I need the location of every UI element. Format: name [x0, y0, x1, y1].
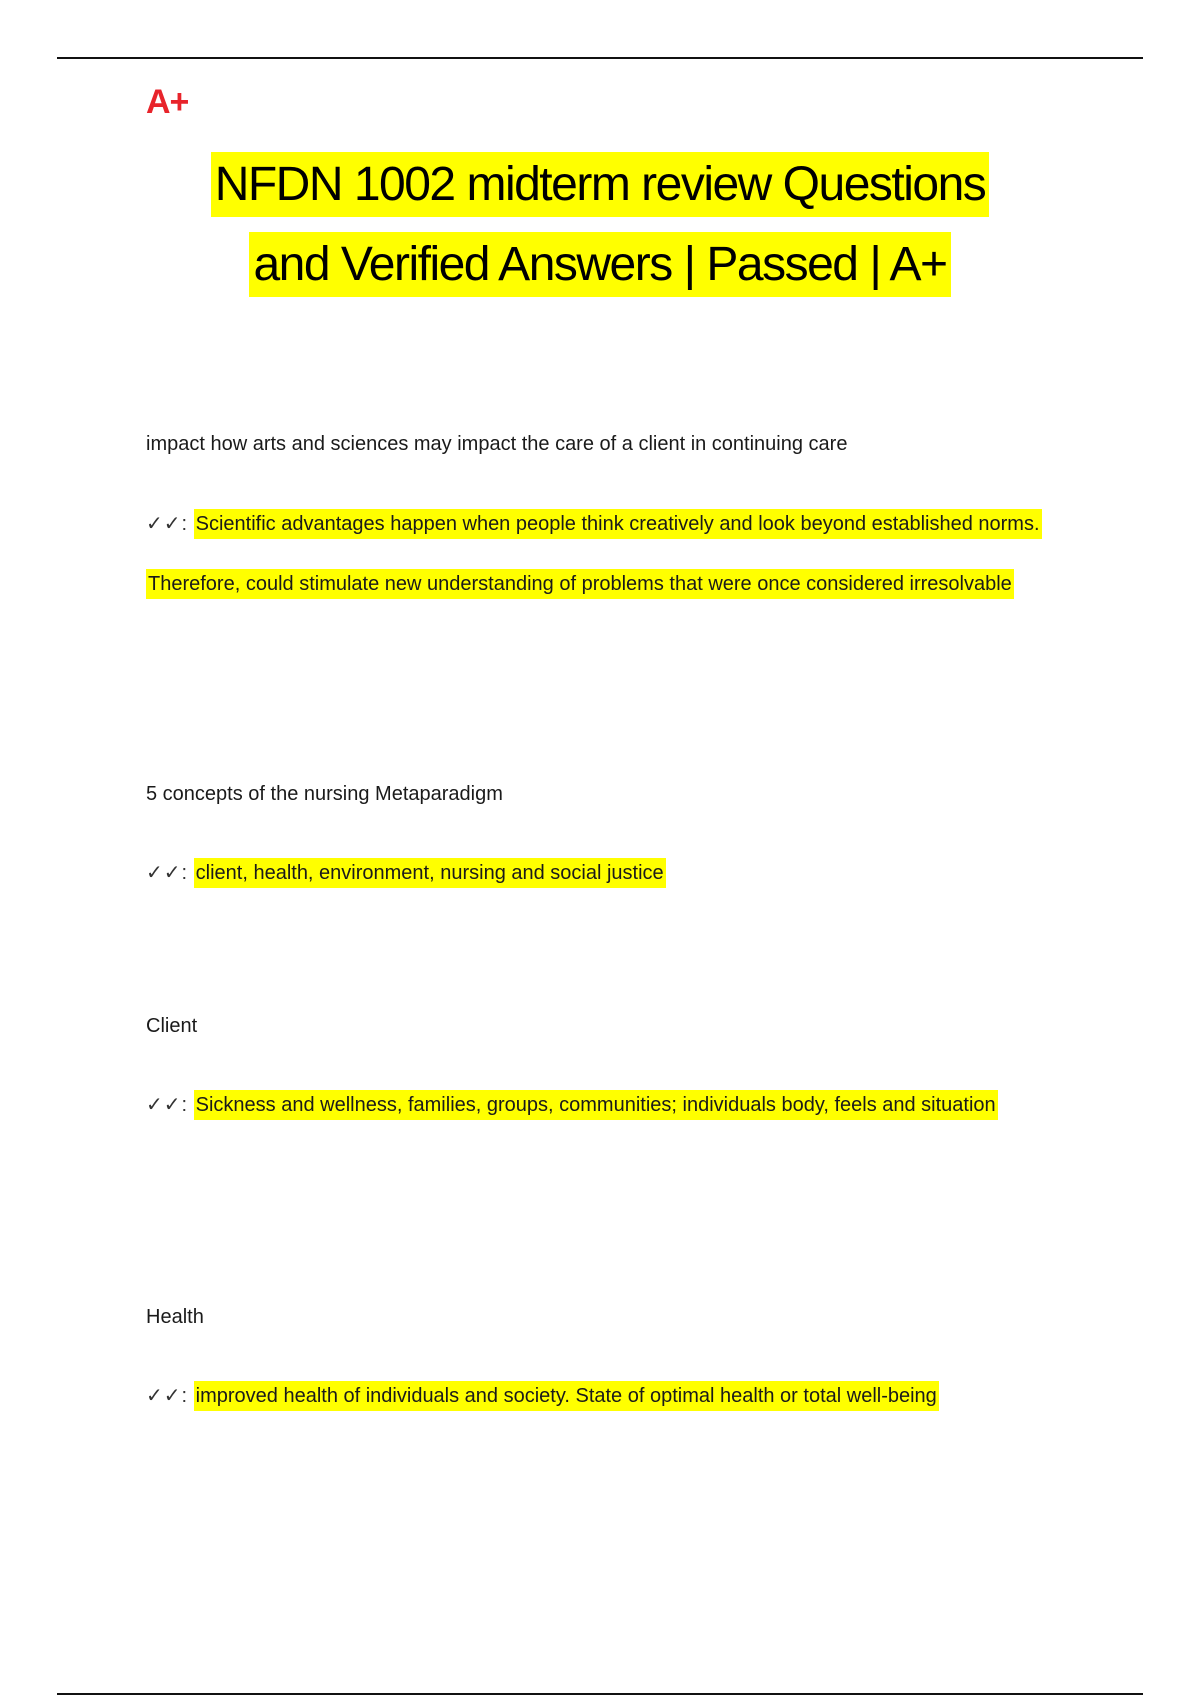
answer-text [146, 1366, 1046, 1426]
grade-mark-logo: A+ [146, 83, 189, 121]
checkmark-icon: ✓✓: [146, 1385, 189, 1407]
bottom-rule [57, 1693, 1143, 1695]
checkmark-icon: ✓✓: [146, 862, 189, 884]
question-text: impact how arts and sciences may impact the care of a client in continuing care [146, 433, 848, 455]
answer-highlight: client, health, environment, nursing and social justice [194, 858, 666, 888]
checkmark-icon: ✓✓: [146, 1094, 189, 1116]
document-title [100, 145, 1100, 305]
title-line-2: and Verified Answers | Passed | A+ [249, 232, 950, 297]
answer-text [146, 494, 1046, 614]
top-rule [57, 57, 1143, 59]
question-text: 5 concepts of the nursing Metaparadigm [146, 783, 503, 805]
answer-highlight: Sickness and wellness, families, groups, communities; individuals body, feels and situation [194, 1090, 998, 1120]
answer-highlight: improved health of individuals and society. State of optimal health or total well-being [194, 1381, 939, 1411]
question-text: Health [146, 1306, 204, 1328]
checkmark-icon: ✓✓: [146, 513, 189, 535]
answer-highlight: Scientific advantages happen when people think creatively and look beyond established norms. Therefore, could stimulate new understanding of problems that were once considered irresolvable [146, 509, 1042, 599]
title-line-1: NFDN 1002 midterm review Questions [211, 152, 990, 217]
question-text: Client [146, 1015, 198, 1037]
answer-text [146, 843, 1046, 903]
answer-text [146, 1075, 1046, 1135]
